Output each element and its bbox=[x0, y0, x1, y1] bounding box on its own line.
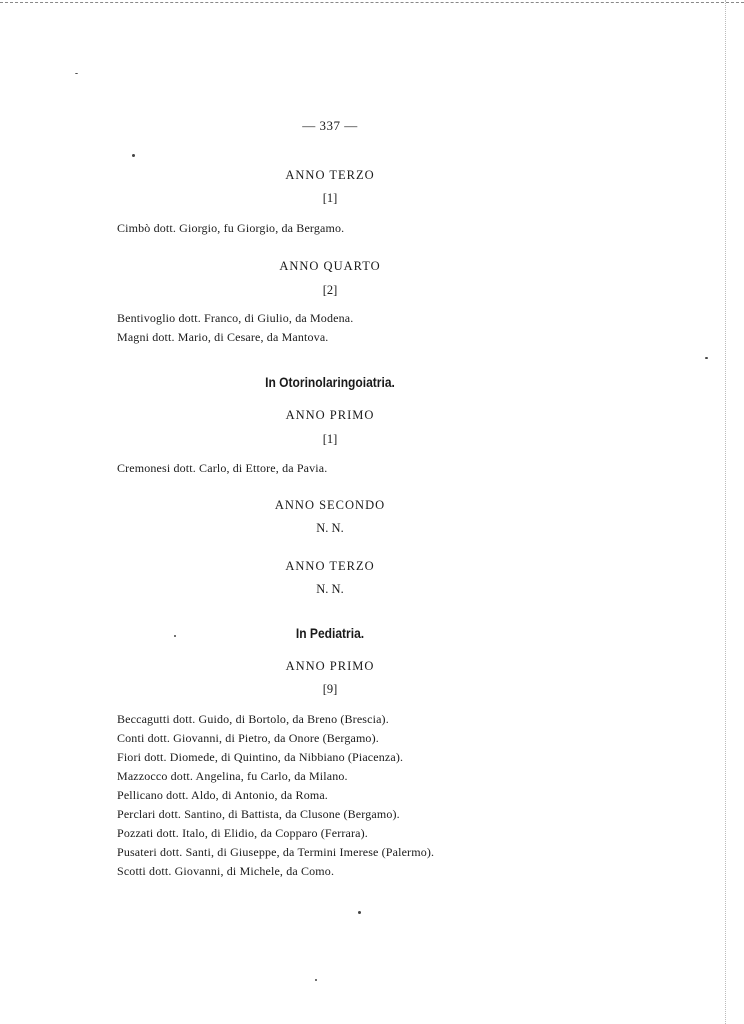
count-otorino-primo: [1] bbox=[322, 432, 338, 446]
year-heading-otorino-primo: ANNO PRIMO bbox=[285, 408, 375, 422]
list-item: Mazzocco dott. Angelina, fu Carlo, da Milano. bbox=[117, 769, 348, 783]
count-terzo: [1] bbox=[322, 191, 338, 205]
list-item: Pellicano dott. Aldo, di Antonio, da Roma. bbox=[117, 788, 328, 802]
section-title-pediatria: In Pediatria. bbox=[295, 625, 365, 641]
section-title-otorinolaringoiatria: In Otorinolaringoiatria. bbox=[265, 374, 395, 390]
list-item: Fiori dott. Diomede, di Quintino, da Nibbiano (Piacenza). bbox=[117, 750, 404, 764]
list-item: Magni dott. Mario, di Cesare, da Mantova. bbox=[117, 330, 329, 344]
scan-top-edge bbox=[0, 2, 744, 5]
scan-speck bbox=[315, 979, 317, 981]
list-item: Scotti dott. Giovanni, di Michele, da Como. bbox=[117, 864, 335, 878]
list-item: Bentivoglio dott. Franco, di Giulio, da Modena. bbox=[117, 311, 354, 325]
scan-speck bbox=[174, 635, 176, 637]
count-pediatria-primo: [9] bbox=[322, 682, 338, 696]
list-item: Beccagutti dott. Guido, di Bortolo, da Breno (Brescia). bbox=[117, 712, 389, 726]
year-heading-otorino-secondo: ANNO SECONDO bbox=[274, 498, 386, 512]
list-item: Pozzati dott. Italo, di Elidio, da Copparo (Ferrara). bbox=[117, 826, 368, 840]
year-heading-otorino-terzo: ANNO TERZO bbox=[285, 559, 375, 573]
scan-speck bbox=[358, 911, 361, 914]
list-item: Conti dott. Giovanni, di Pietro, da Onore (Bergamo). bbox=[117, 731, 379, 745]
scan-speck bbox=[75, 73, 78, 74]
list-item: Cremonesi dott. Carlo, di Ettore, da Pavia. bbox=[117, 461, 328, 475]
list-item: Perclari dott. Santino, di Battista, da Clusone (Bergamo). bbox=[117, 807, 400, 821]
year-heading-pediatria-primo: ANNO PRIMO bbox=[285, 659, 375, 673]
list-item: Cimbò dott. Giorgio, fu Giorgio, da Bergamo. bbox=[117, 221, 345, 235]
page-number: — 337 — bbox=[302, 118, 358, 133]
count-otorino-terzo: N. N. bbox=[316, 582, 344, 596]
count-quarto: [2] bbox=[322, 283, 338, 297]
list-item: Pusateri dott. Santi, di Giuseppe, da Termini Imerese (Palermo). bbox=[117, 845, 435, 859]
year-heading-quarto: ANNO QUARTO bbox=[279, 259, 381, 273]
scan-speck bbox=[705, 357, 708, 359]
year-heading-terzo: ANNO TERZO bbox=[285, 168, 375, 182]
scan-speck bbox=[132, 154, 135, 157]
count-otorino-secondo: N. N. bbox=[316, 521, 344, 535]
scan-right-edge bbox=[725, 0, 744, 1024]
